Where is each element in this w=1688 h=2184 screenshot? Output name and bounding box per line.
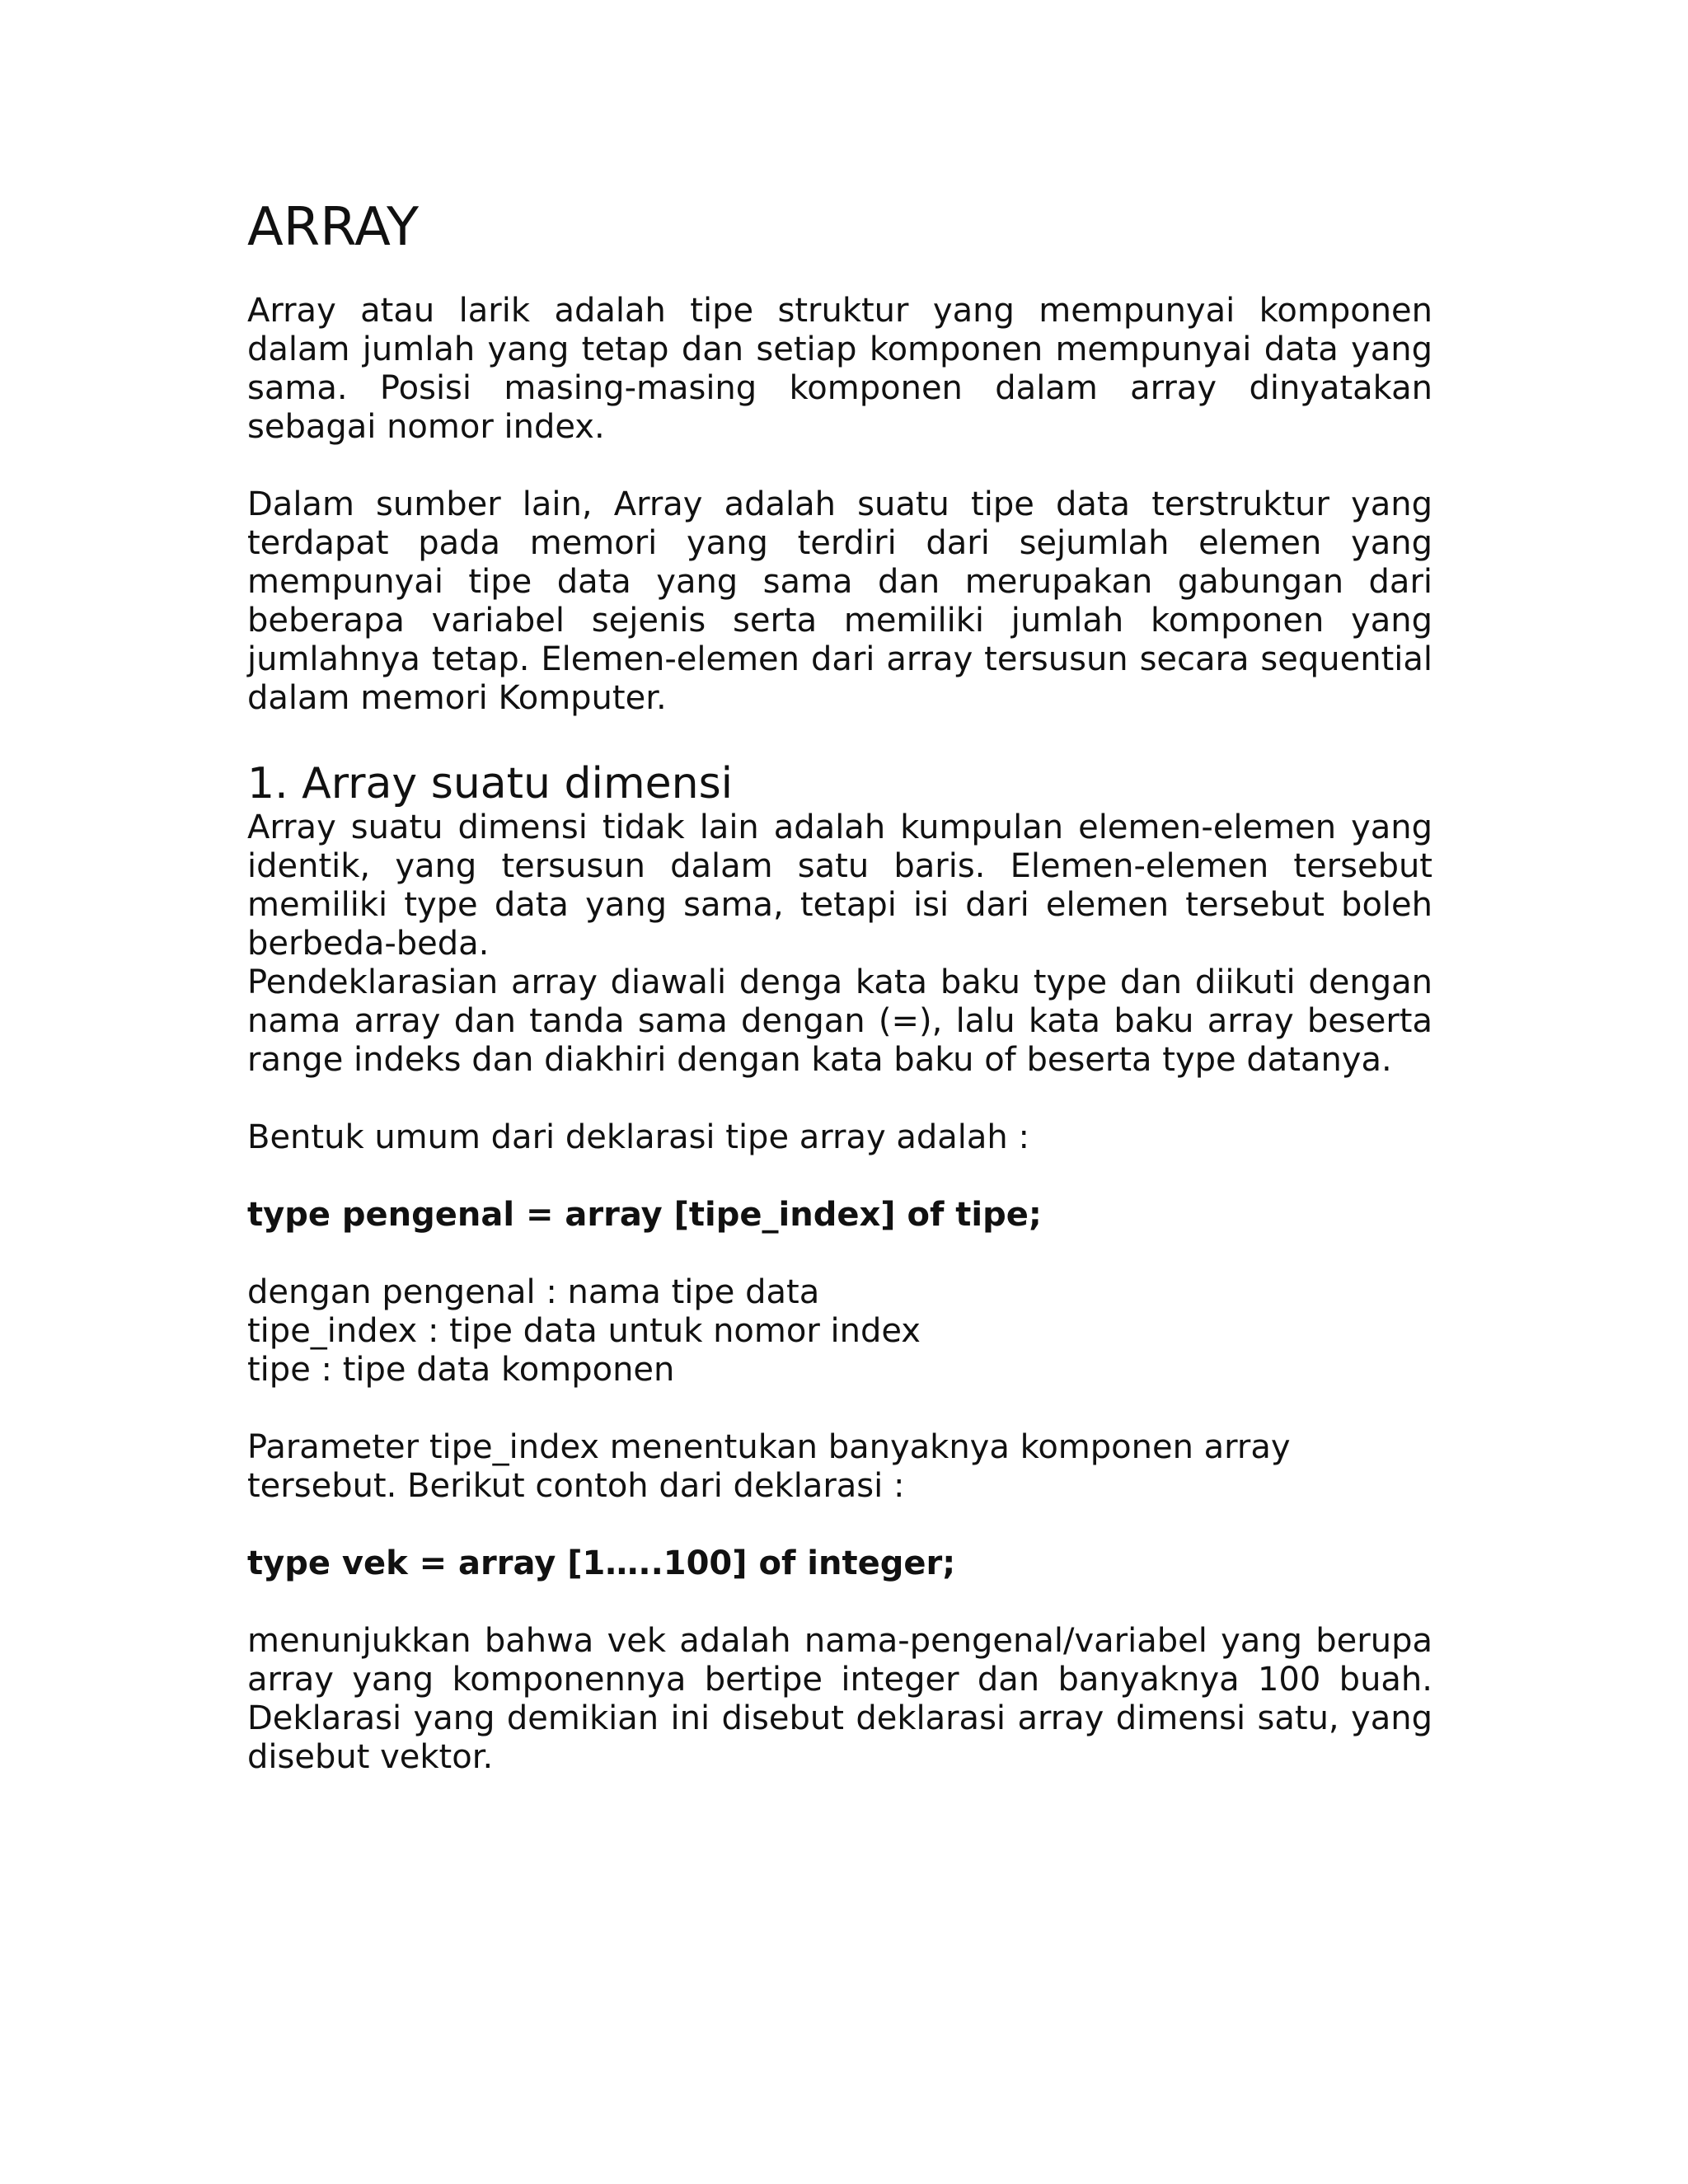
definition-line: dengan pengenal : nama tipe data <box>247 1273 820 1311</box>
spacer <box>247 447 1432 485</box>
document-title: ARRAY <box>247 197 420 258</box>
parameter-text-line: tersebut. Berikut contoh dari deklarasi : <box>247 1467 905 1505</box>
section-heading: 1. Array suatu dimensi <box>247 759 734 808</box>
spacer <box>247 1080 1432 1118</box>
spacer <box>247 1506 1432 1544</box>
form-intro-text: Bentuk umum dari deklarasi tipe array adalah : <box>247 1118 1029 1156</box>
example-declaration: type vek = array [1…..100] of integer; <box>247 1544 956 1582</box>
declaration-paragraph: Pendeklarasian array diawali denga kata baku type dan diikuti dengan nama array dan tanda sama dengan (=), lalu kata baku array beserta range indeks dan diakhiri dengan kata baku of beserta type datanya. <box>247 963 1432 1079</box>
intro-paragraph: Array atau larik adalah tipe struktur yang mempunyai komponen dalam jumlah yang tetap dan setiap komponen mempunyai data yang sama. Posisi masing-masing komponen dalam array dinyatakan sebagai nomor index. <box>247 292 1432 446</box>
alternate-definition-paragraph: Dalam sumber lain, Array adalah suatu tipe data terstruktur yang terdapat pada memori yang terdiri dari sejumlah elemen yang mempunyai tipe data yang sama dan merupakan gabungan dari beberapa variabel sejenis serta memiliki jumlah komponen yang jumlahnya tetap. Elemen-elemen dari array tersusun secara sequential dalam memori Komputer. <box>247 485 1432 717</box>
document-page <box>247 194 1432 1777</box>
section-paragraph: Array suatu dimensi tidak lain adalah kumpulan elemen-elemen yang identik, yang tersusun dalam satu baris. Elemen-elemen tersebut memiliki type data yang sama, tetapi isi dari elemen tersebut boleh berbeda-beda. <box>247 808 1432 963</box>
spacer <box>247 1583 1432 1622</box>
definition-line: tipe : tipe data komponen <box>247 1351 675 1389</box>
parameter-text-line: Parameter tipe_index menentukan banyaknya komponen array <box>247 1428 1291 1466</box>
definition-line: tipe_index : tipe data untuk nomor index <box>247 1312 921 1350</box>
spacer <box>247 1235 1432 1273</box>
spacer <box>247 1157 1432 1196</box>
explanation-paragraph: menunjukkan bahwa vek adalah nama-pengenal/variabel yang berupa array yang komponennya bertipe integer dan banyaknya 100 buah. Deklarasi yang demikian ini disebut deklarasi array dimensi satu, yang disebut vektor. <box>247 1622 1432 1776</box>
spacer <box>247 1390 1432 1428</box>
syntax-line: type pengenal = array [tipe_index] of tipe; <box>247 1196 1042 1234</box>
spacer <box>247 718 1432 759</box>
